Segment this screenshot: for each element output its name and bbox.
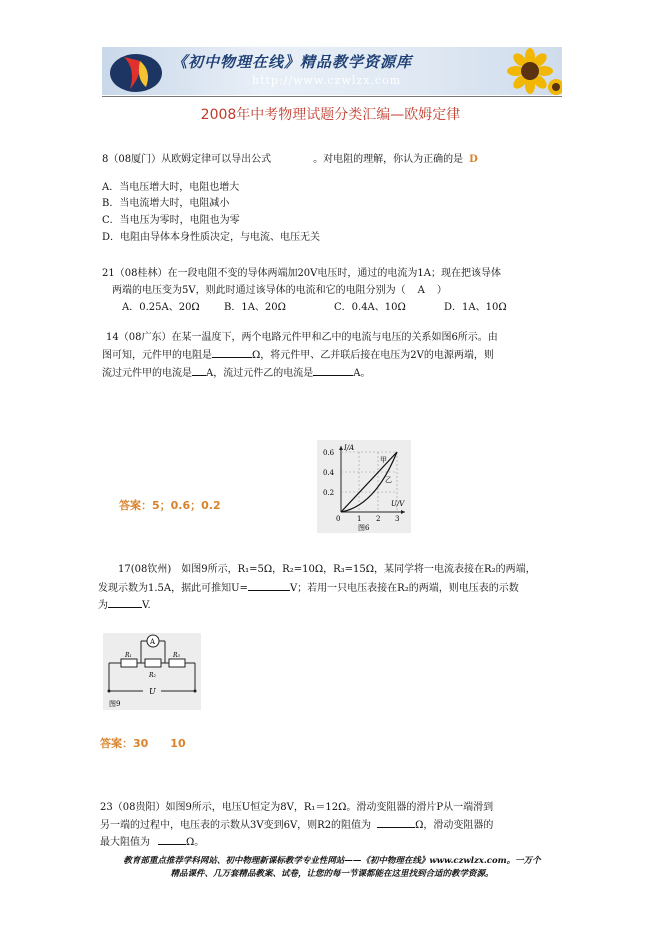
- page-footer: [92, 855, 572, 881]
- q17-line1: 17(08钦州) 如图9所示，R₁=5Ω，R₂=10Ω，R₃=15Ω，某同学将一电流表接在R₂的两端，: [118, 564, 536, 575]
- y-tick-0.6: 0.6: [323, 449, 335, 457]
- y-axis-label: I/A: [344, 444, 355, 452]
- q14-line3-b: A，流过元件乙的电流是: [206, 368, 314, 379]
- q8-option-a: A．当电压增大时，电阻也增大: [102, 182, 240, 193]
- q17-line2-a: 发现示数为1.5A，据此可推知U=: [98, 583, 248, 594]
- q8-option-b: B．当电流增大时，电阻减小: [102, 198, 230, 209]
- q17-line3-a: 为: [98, 600, 108, 611]
- q14-blank-1: [212, 347, 252, 358]
- figure-6: [317, 440, 411, 533]
- q23-blank-1: [377, 817, 415, 828]
- curve-yi-label: 乙: [385, 476, 392, 484]
- q14-blank-3: [313, 365, 353, 376]
- figure-9-caption: 图9: [109, 700, 121, 708]
- x-tick-0: 0: [336, 515, 341, 523]
- q14-answer: 答案：5；0.6；0.2: [119, 499, 221, 512]
- q8-stem: [102, 152, 478, 168]
- q21-option-a: A．0.25A、20Ω: [122, 302, 200, 313]
- q23-line2-a: 另一端的过程中，电压表的示数从3V变到6V，则R2的阻值为: [100, 820, 372, 831]
- q8-stem-a: 8（08厦门）从欧姆定律可以导出公式: [102, 154, 272, 165]
- y-tick-0.2: 0.2: [323, 489, 335, 497]
- site-url[interactable]: http://www.czwlzx.com: [252, 74, 402, 87]
- y-tick-0.4: 0.4: [323, 469, 335, 477]
- ammeter-label: A: [150, 638, 156, 646]
- q23-line2-b: Ω，滑动变阻器的: [415, 820, 494, 831]
- q8-option-c: C．当电压为零时，电阻也为零: [102, 215, 240, 226]
- q23-line1: 23（08贵阳）如图9所示，电压U恒定为8V，R₁＝12Ω。滑动变阻器的滑片P从一端滑到: [100, 802, 494, 813]
- x-tick-3: 3: [395, 515, 400, 523]
- footer-line-2: 精品课件、几万套精品教案、试卷，让您的每一节课都能在这里找到合适的教学资源。: [170, 869, 494, 879]
- q14-line1: 14（08广东）在某一温度下，两个电路元件甲和乙中的电流与电压的关系如图6所示。由: [106, 332, 498, 343]
- sunflower-icon: [494, 47, 562, 95]
- x-axis-label: U/V: [391, 500, 405, 508]
- q14-line3-c: A。: [353, 368, 371, 379]
- q14-line2: [102, 347, 494, 364]
- q21-option-b: B．1A、20Ω: [224, 302, 286, 313]
- q21-option-c: C．0.4A、10Ω: [334, 302, 406, 313]
- q17-blank-1: [248, 580, 290, 591]
- r3-label: R₃: [173, 652, 180, 659]
- q14-line2-a: 图可知，元件甲的电阻是: [102, 350, 212, 361]
- q17-answer: 答案：30 10: [100, 737, 186, 750]
- q23-line3: [100, 834, 204, 851]
- q8-answer: D: [469, 154, 478, 165]
- footer-line-1: 教育部重点推荐学科网站、初中物理新课标教学专业性网站——《初中物理在线》www.czwlzx.com。一万个: [123, 856, 541, 866]
- voltage-label: U: [149, 687, 156, 696]
- q21-line2-b: ）: [436, 285, 447, 296]
- figure-6-graph: [317, 440, 411, 533]
- q23-line3-b: Ω。: [186, 837, 205, 848]
- q17-line3-b: V.: [142, 600, 151, 611]
- document-title: 2008年中考物理试题分类汇编—欧姆定律: [200, 107, 461, 123]
- q17-line2-b: V；若用一只电压表接在R₂的两端，则电压表的示数: [289, 583, 519, 594]
- q8-option-d: D．电阻由导体本身性质决定，与电流、电压无关: [102, 232, 321, 243]
- r1-label: R₁: [125, 652, 132, 659]
- q14-line3-a: 流过元件甲的电流是: [102, 368, 192, 379]
- figure-6-caption: 图6: [358, 524, 370, 532]
- q14-blank-2: [192, 365, 206, 376]
- q21-line2-a: 两端的电压变为5V，则此时通过该导体的电流和它的电阻分别为（: [112, 285, 406, 296]
- curve-jia-label: 甲: [380, 456, 387, 464]
- header-divider: [102, 96, 562, 97]
- q23-line3-a: 最大阻值为: [100, 837, 150, 848]
- figure-9: [103, 633, 201, 710]
- q14-line2-b: Ω，将元件甲、乙并联后接在电压为2V的电源两端，则: [252, 350, 494, 361]
- q14-line3: [102, 365, 370, 382]
- header-banner: [102, 47, 562, 95]
- q17-line3: [98, 597, 151, 614]
- q21-line2: [112, 283, 447, 299]
- q17-blank-2: [108, 597, 142, 608]
- q21-answer: A: [417, 285, 425, 296]
- x-tick-2: 2: [376, 515, 381, 523]
- q23-blank-2: [158, 834, 186, 845]
- q21-option-d: D．1A、10Ω: [444, 302, 507, 313]
- site-name: 《初中物理在线》精品教学资源库: [172, 53, 413, 71]
- q17-line2: [98, 580, 519, 597]
- site-logo-icon: [106, 49, 164, 93]
- figure-9-circuit: [103, 633, 201, 710]
- q21-line1: 21（08桂林）在一段电阻不变的导体两端加20V电压时，通过的电流为1A；现在把该导体: [102, 268, 501, 279]
- r2-label: R₂: [149, 672, 156, 679]
- q8-stem-b: 。对电阻的理解，你认为正确的是: [313, 154, 464, 165]
- x-tick-1: 1: [357, 515, 362, 523]
- q23-line2: [100, 817, 493, 834]
